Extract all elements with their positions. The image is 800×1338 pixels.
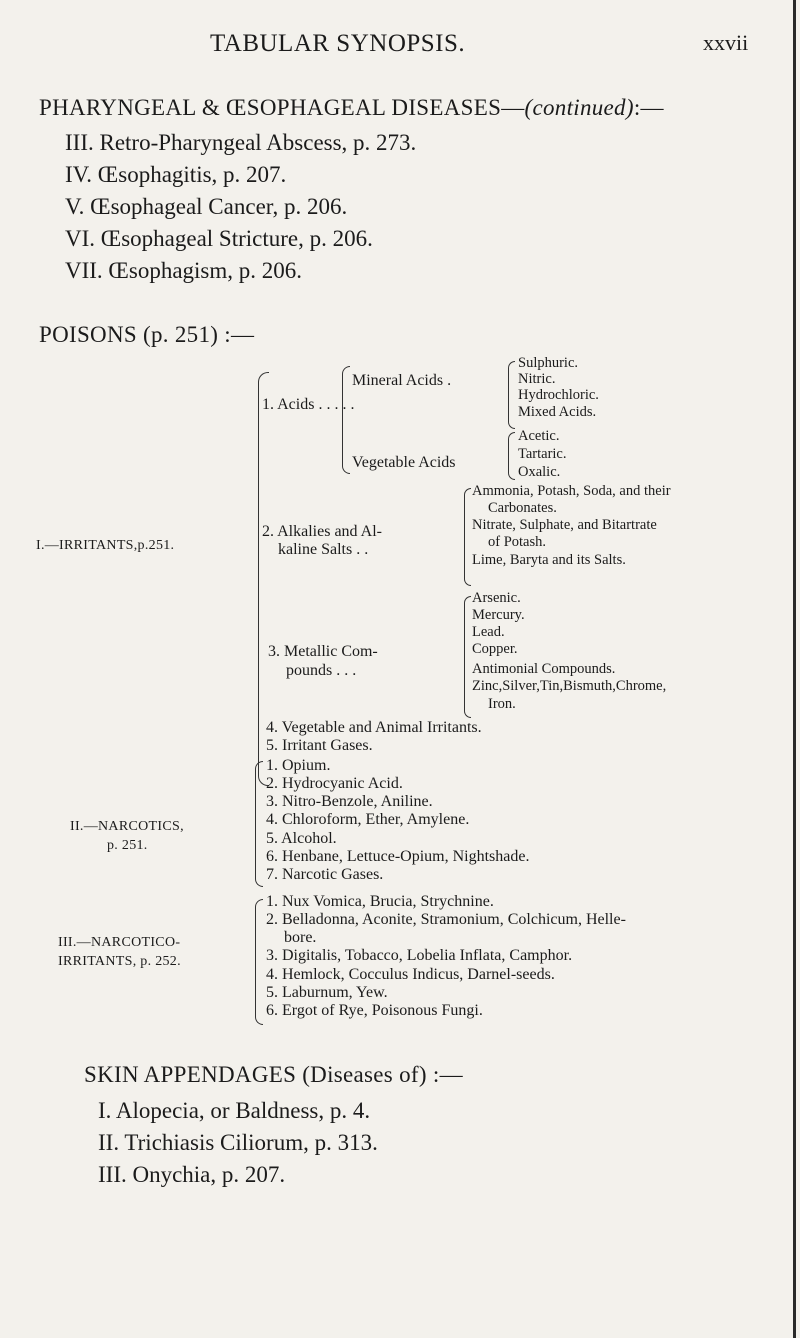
metallic-item: Iron.	[488, 696, 516, 712]
narcotico-irritants-brace	[255, 899, 263, 1025]
metallic-label: 3. Metallic Com-	[268, 643, 378, 660]
mineral-acids-brace	[508, 361, 515, 429]
skin-item: II. Trichiasis Ciliorum, p. 313.	[98, 1130, 378, 1155]
skin-section-title: SKIN APPENDAGES (Diseases of) :—	[84, 1062, 463, 1087]
acids-brace	[342, 366, 350, 474]
metallic-brace	[464, 596, 471, 718]
narcotic-item: 1. Opium.	[266, 757, 331, 774]
narcotic-item: 3. Nitro-Benzole, Aniline.	[266, 793, 433, 810]
vegetable-acids-label: Vegetable Acids	[352, 454, 456, 471]
metallic-item: Mercury.	[472, 607, 525, 623]
metallic-item: Lead.	[472, 624, 505, 640]
alkali-item: Carbonates.	[488, 500, 557, 516]
skin-item: I. Alopecia, or Baldness, p. 4.	[98, 1098, 371, 1123]
narcotics-label: II.—NARCOTICS,	[70, 819, 184, 834]
page-number: xxvii	[703, 30, 749, 55]
irritants-item-5: 5. Irritant Gases.	[266, 737, 373, 754]
narcotico-irritants-label: III.—NARCOTICO-	[58, 935, 181, 950]
narcotico-irritant-item: 3. Digitalis, Tobacco, Lobelia Inflata, Camphor.	[266, 947, 573, 964]
narcotic-item: 5. Alcohol.	[266, 830, 337, 847]
metallic-label-cont: pounds . . .	[286, 662, 357, 679]
pharyngeal-section-title	[39, 95, 664, 121]
pharyngeal-item: III. Retro-Pharyngeal Abscess, p. 273.	[65, 130, 417, 155]
narcotics-brace	[255, 761, 263, 887]
pharyngeal-item: IV. Œsophagitis, p. 207.	[65, 162, 287, 187]
alkalies-brace	[464, 488, 471, 586]
alkali-item: Lime, Baryta and its Salts.	[472, 552, 626, 568]
pharyngeal-title-continued: (continued)	[524, 95, 634, 120]
skin-item: III. Onychia, p. 207.	[98, 1162, 286, 1187]
acids-label: 1. Acids . . . . .	[262, 396, 355, 413]
narcotico-irritant-item: 6. Ergot of Rye, Poisonous Fungi.	[266, 1002, 483, 1019]
poisons-section-title: POISONS (p. 251) :—	[39, 322, 255, 347]
irritants-item-4: 4. Vegetable and Animal Irritants.	[266, 719, 482, 736]
pharyngeal-item: VI. Œsophageal Stricture, p. 206.	[65, 226, 373, 251]
vegetable-acid: Oxalic.	[518, 464, 561, 480]
narcotico-irritants-label-cont: IRRITANTS, p. 252.	[58, 954, 181, 969]
page-edge-rule	[793, 0, 796, 1338]
irritants-label: I.—IRRITANTS,p.251.	[36, 538, 175, 553]
pharyngeal-item: V. Œsophageal Cancer, p. 206.	[65, 194, 348, 219]
narcotic-item: 6. Henbane, Lettuce-Opium, Nightshade.	[266, 848, 530, 865]
narcotics-label-cont: p. 251.	[107, 838, 148, 853]
pharyngeal-title-end: :—	[633, 95, 664, 120]
metallic-item: Arsenic.	[472, 590, 521, 606]
pharyngeal-item: VII. Œsophagism, p. 206.	[65, 258, 303, 283]
narcotico-irritant-item: 5. Laburnum, Yew.	[266, 984, 388, 1001]
metallic-item: Zinc,Silver,Tin,Bismuth,Chrome,	[472, 678, 667, 694]
mineral-acid: Hydrochloric.	[518, 387, 599, 403]
narcotico-irritant-item: 1. Nux Vomica, Brucia, Strychnine.	[266, 893, 494, 910]
running-head: TABULAR SYNOPSIS.	[210, 30, 466, 57]
alkali-item: Ammonia, Potash, Soda, and their	[472, 483, 671, 499]
narcotico-irritant-item: bore.	[284, 929, 317, 946]
mineral-acid: Nitric.	[518, 371, 556, 387]
vegetable-acid: Acetic.	[518, 428, 560, 444]
metallic-item: Copper.	[472, 641, 518, 657]
narcotic-item: 4. Chloroform, Ether, Amylene.	[266, 811, 470, 828]
mineral-acid: Sulphuric.	[518, 355, 579, 371]
metallic-item: Antimonial Compounds.	[472, 661, 616, 677]
alkali-item: of Potash.	[488, 534, 546, 550]
mineral-acid: Mixed Acids.	[518, 404, 597, 420]
alkali-item: Nitrate, Sulphate, and Bitartrate	[472, 517, 657, 533]
narcotic-item: 7. Narcotic Gases.	[266, 866, 384, 883]
vegetable-acids-brace	[508, 432, 515, 480]
narcotico-irritant-item: 2. Belladonna, Aconite, Stramonium, Colchicum, Helle-	[266, 911, 626, 928]
alkalies-label-cont: kaline Salts . .	[278, 541, 369, 558]
narcotic-item: 2. Hydrocyanic Acid.	[266, 775, 403, 792]
mineral-acids-label: Mineral Acids .	[352, 372, 452, 389]
vegetable-acid: Tartaric.	[518, 446, 567, 462]
narcotico-irritant-item: 4. Hemlock, Cocculus Indicus, Darnel-seeds.	[266, 966, 555, 983]
pharyngeal-title-text: PHARYNGEAL & ŒSOPHAGEAL DISEASES—	[39, 95, 525, 120]
alkalies-label: 2. Alkalies and Al-	[262, 523, 382, 540]
